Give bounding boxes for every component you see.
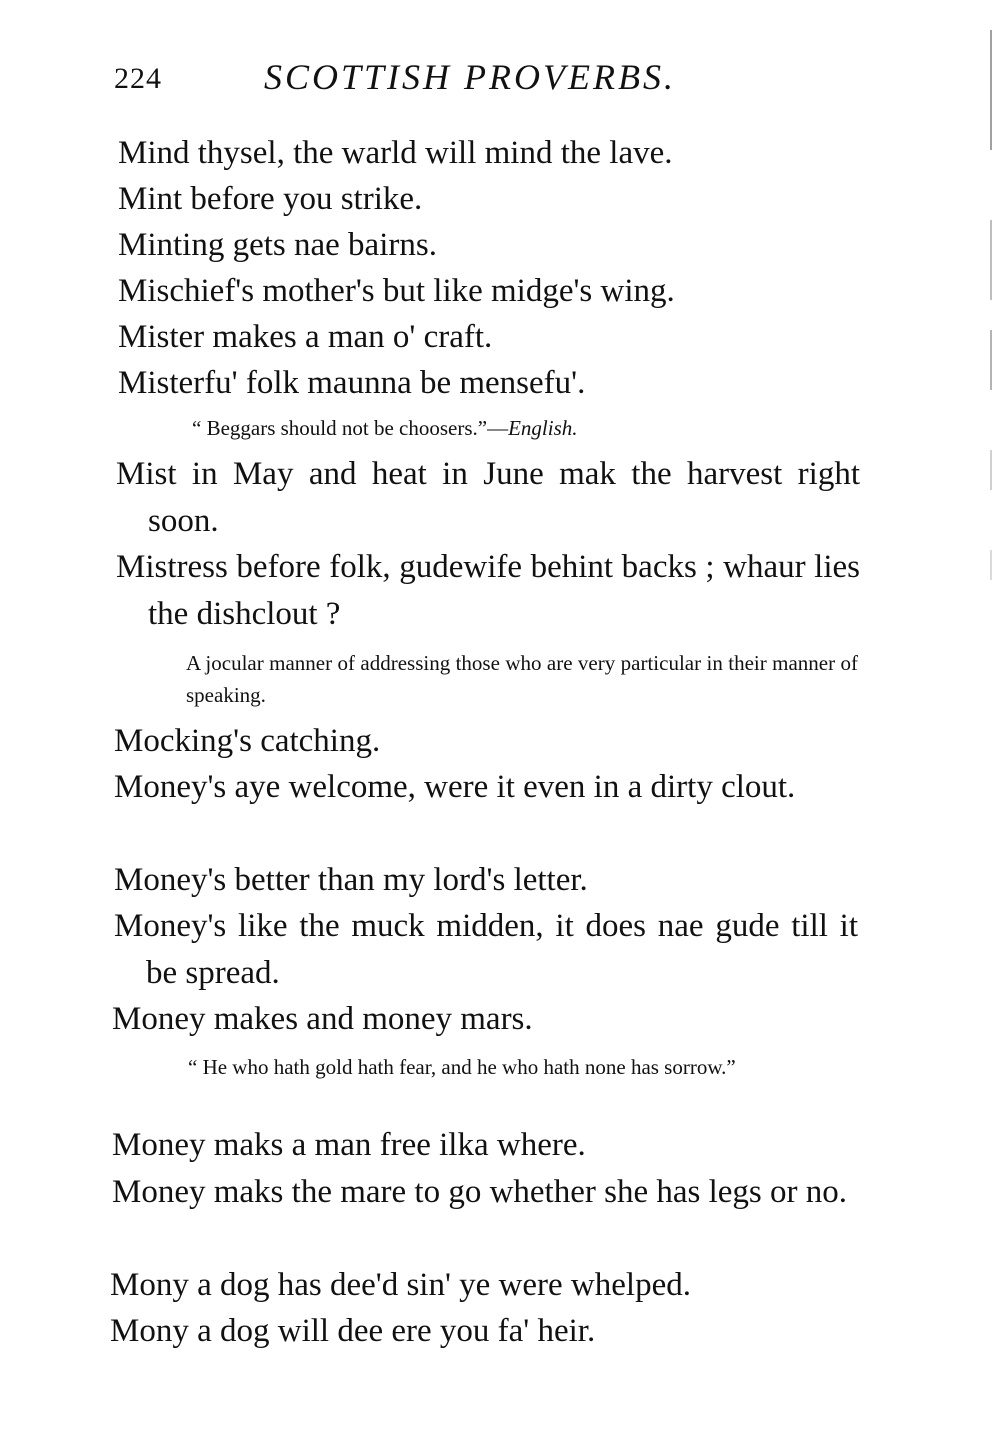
proverb-12: Money's like the muck midden, it does nae gude till it be spread. (114, 908, 858, 991)
proverb-17: Mony a dog will dee ere you fa' heir. (110, 1313, 596, 1349)
proverb-4: Mischief's mother's but like midge's wing. (118, 273, 675, 309)
proverb-9: Mocking's catching. (114, 723, 381, 759)
note-13: “ He who hath gold hath fear, and he who hath none has sorrow.” (188, 1055, 736, 1079)
proverb-10: Money's aye welcome, were it even in a dirty clout. (114, 769, 796, 805)
running-title: SCOTTISH PROVERBS. (264, 57, 676, 97)
proverb-13: Money makes and money mars. (112, 1001, 533, 1037)
proverb-7: Mist in May and heat in June mak the harvest right soon. (116, 456, 860, 539)
proverb-14: Money maks a man free ilka where. (112, 1127, 586, 1163)
note-8: A jocular manner of addressing those who are very particular in their manner of speaking. (186, 651, 858, 707)
page-number: 224 (114, 62, 162, 95)
proverb-3: Minting gets nae bairns. (118, 227, 437, 263)
note-6 (192, 412, 578, 444)
running-header (114, 56, 754, 106)
proverb-6: Misterfu' folk maunna be mensefu'. (118, 365, 586, 401)
proverb-8: Mistress before folk, gudewife behint backs ; whaur lies the dishclout ? (116, 549, 860, 632)
note-6-quote: “ Beggars should not be choosers.”— (192, 416, 509, 440)
proverb-16: Mony a dog has dee'd sin' ye were whelped. (110, 1267, 691, 1303)
proverb-15: Money maks the mare to go whether she has legs or no. (112, 1174, 847, 1210)
proverb-11: Money's better than my lord's letter. (114, 862, 588, 898)
proverb-2: Mint before you strike. (118, 181, 423, 217)
proverb-1: Mind thysel, the warld will mind the lave. (118, 135, 673, 171)
proverb-5: Mister makes a man o' craft. (118, 319, 493, 355)
note-6-source: English. (508, 416, 578, 440)
binding-edge-marks (986, 30, 1000, 1410)
